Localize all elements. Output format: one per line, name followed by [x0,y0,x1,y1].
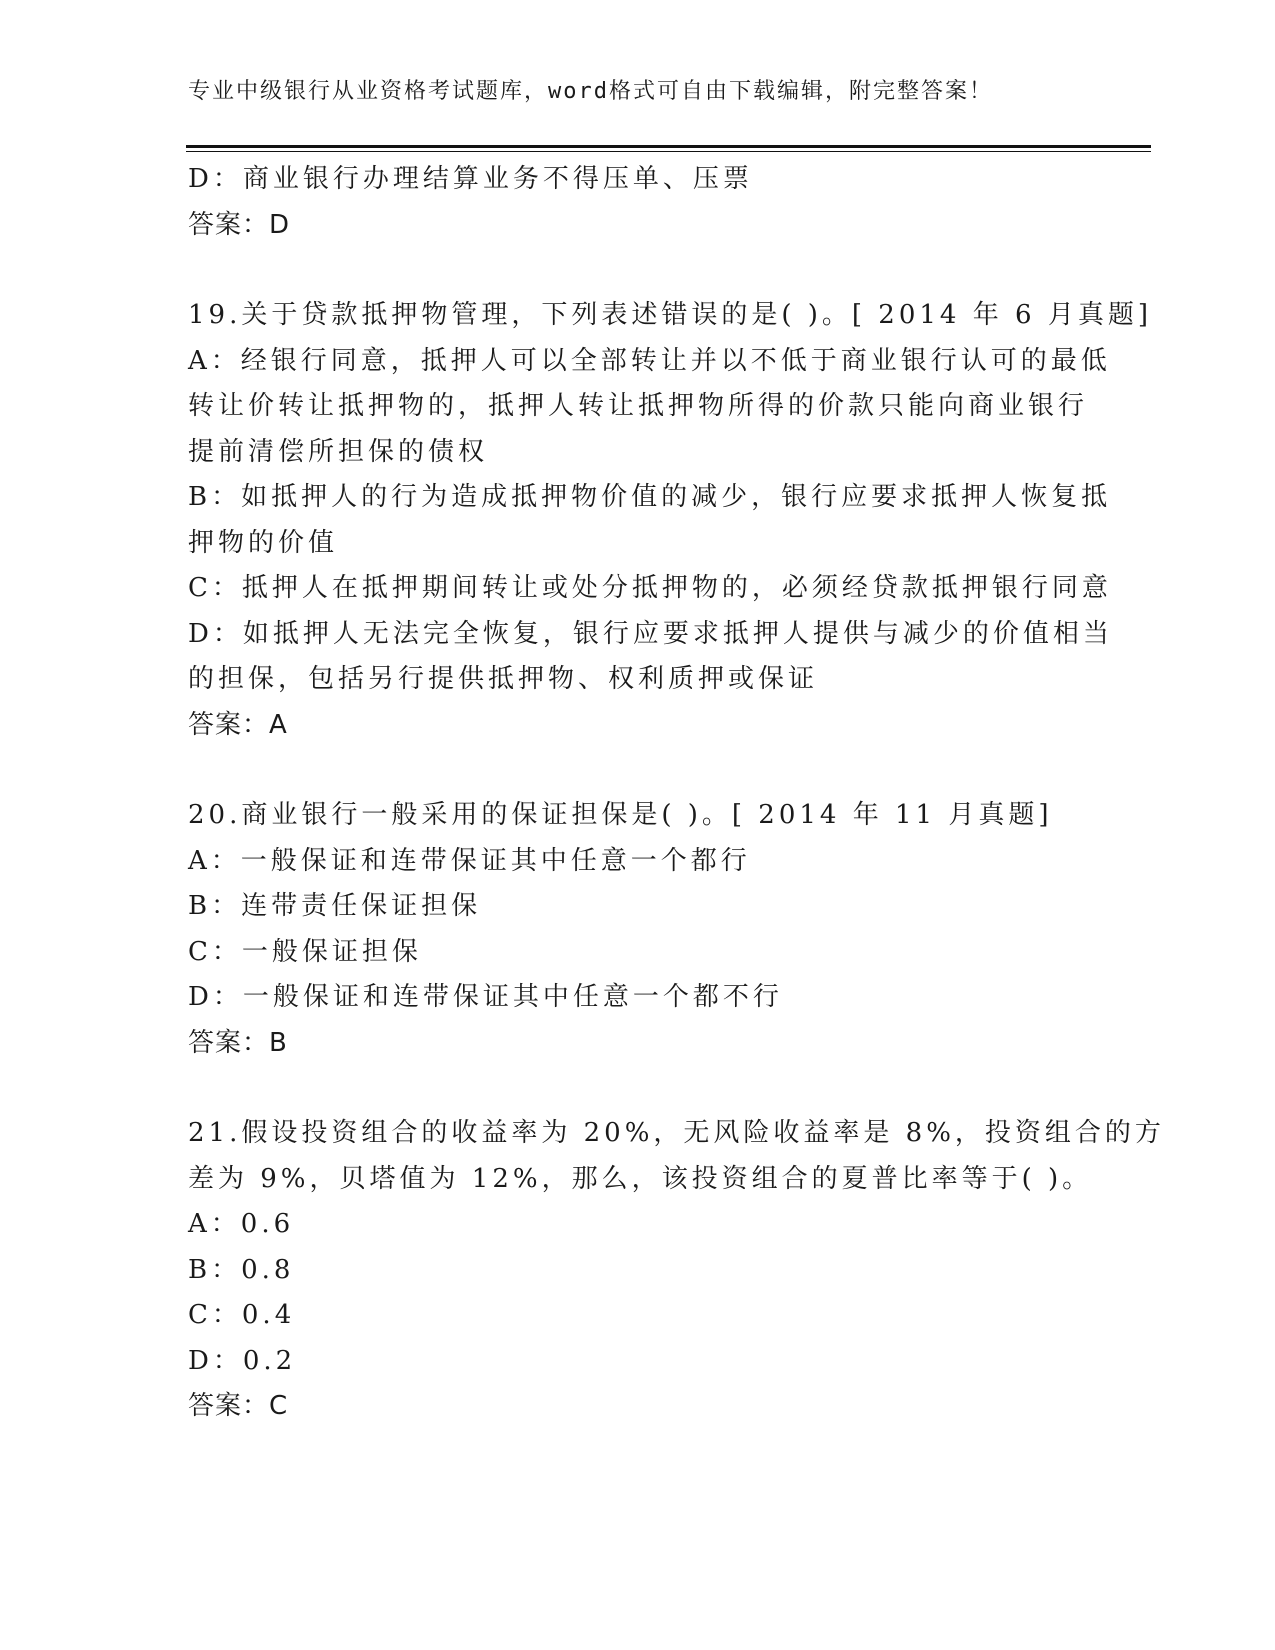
option-a-line-1: A：经银行同意，抵押人可以全部转让并以不低于商业银行认可的最低 [188,345,1111,376]
option-a: A：一般保证和连带保证其中任意一个都行 [188,845,751,876]
answer-line: 答案：B [188,1027,288,1058]
option-d-line-2: 的担保，包括另行提供抵押物、权利质押或保证 [188,664,819,694]
option-c: C：0.4 [188,1300,296,1330]
option-d: D：商业银行办理结算业务不得压单、压票 [188,164,753,194]
answer-line: 答案：C [188,1391,289,1421]
option-b-line-1: B：如抵押人的行为造成抵押物价值的减少，银行应要求抵押人恢复抵 [188,482,1112,512]
option-d: D：0.2 [188,1345,297,1376]
header-rule-thin [186,151,1151,152]
spacer [188,1066,1088,1111]
answer-line: 答案：A [188,709,288,740]
question-20 [188,793,1088,1066]
question-19 [188,293,1152,748]
option-b-line-2: 押物的价值 [188,527,339,558]
spacer [188,748,1088,793]
option-c: C：抵押人在抵押期间转让或处分抵押物的，必须经贷款抵押银行同意 [188,573,1112,603]
question-stem: 19.关于贷款抵押物管理，下列表述错误的是( )。[ 2014 年 6 月真题] [188,300,1152,330]
question-stem-line-2: 差为 9%，贝塔值为 12%，那么，该投资组合的夏普比率等于( )。 [188,1163,1093,1194]
option-a-line-3: 提前清偿所担保的债权 [188,436,489,467]
prev-question-tail [188,157,1088,248]
option-d-line-1: D：如抵押人无法完全恢复，银行应要求抵押人提供与减少的价值相当 [188,618,1113,649]
page-header: 专业中级银行从业资格考试题库，word格式可自由下载编辑，附完整答案！ [188,79,993,104]
header-rule-thick [186,145,1151,148]
question-21 [188,1111,1165,1430]
document-body [188,157,1165,1430]
option-b: B：0.8 [188,1254,295,1285]
option-a: A：0.6 [188,1209,295,1239]
answer-line: 答案：D [188,209,291,240]
option-b: B：连带责任保证担保 [188,891,482,921]
option-c: C：一般保证担保 [188,936,422,967]
question-stem-line-1: 21.假设投资组合的收益率为 20%，无风险收益率是 8%，投资组合的方 [188,1118,1165,1148]
option-a-line-2: 转让价转让抵押物的，抵押人转让抵押物所得的价款只能向商业银行 [188,391,1089,421]
option-d: D：一般保证和连带保证其中任意一个都不行 [188,982,783,1012]
spacer [188,248,1088,293]
question-stem: 20.商业银行一般采用的保证担保是( )。[ 2014 年 11 月真题] [188,800,1053,830]
